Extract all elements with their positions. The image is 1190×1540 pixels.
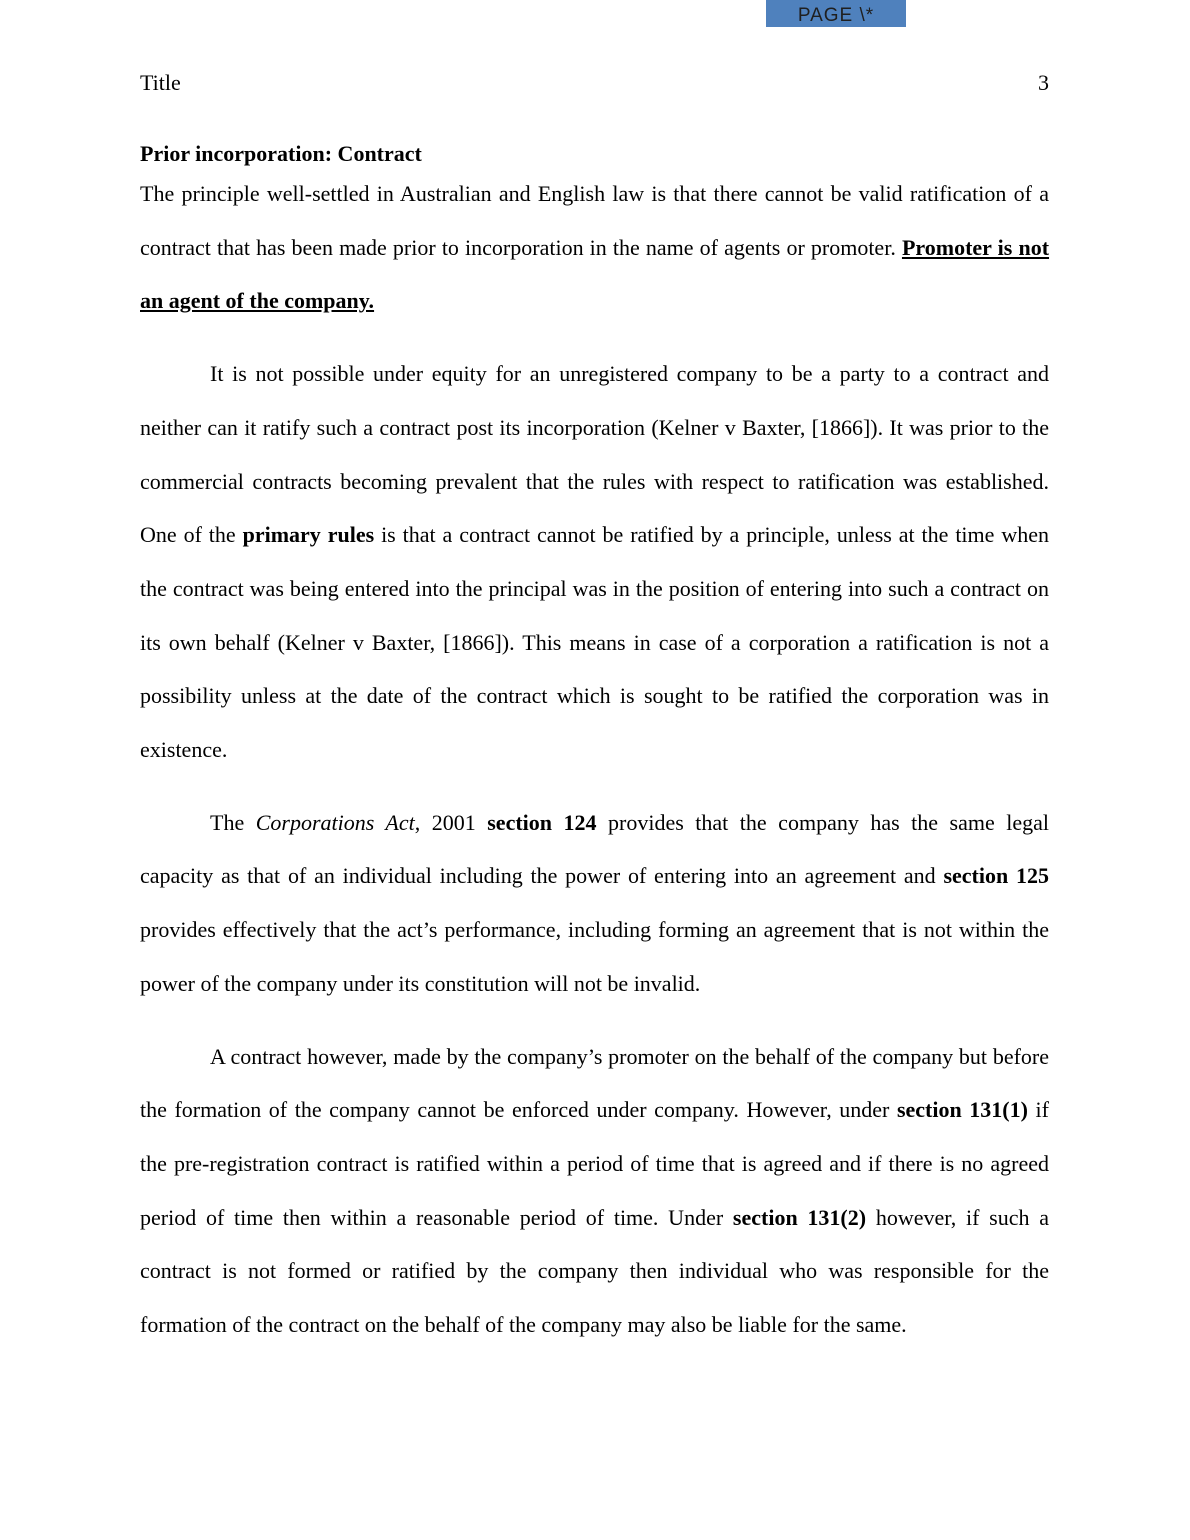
document-body [140, 141, 1049, 1352]
para3-bold-section-131-1: section 131(1) [896, 1097, 1028, 1123]
para2-text-3: provides that the company has the same legal capacity as that of an individual including the power of entering into an agreement and [140, 809, 1050, 889]
para2-bold-section-125: section 125 [943, 863, 1049, 889]
para3-bold-section-131-2: section 131(2) [732, 1204, 867, 1230]
para1-text-2: is that a contract cannot be ratified by a principle, unless at the time when the contract was being entered into the principal was in the position of entering into such a contract on its own behalf (Kelner v Baxter, [1866]). This means in case of a corporation a ratification is not a possibility unless at the date of the contract which is sought to be ratified the corporation was in existence. [140, 522, 1049, 763]
para2-italic-act: Corporations Act [255, 809, 415, 835]
para2-text-2: , 2001 [414, 809, 488, 835]
para1-text-1: It is not possible under equity for an unregistered company to be a party to a contract and neither can it ratify such a contract post its incorporation (Kelner v Baxter, [1866]). It was prior to the commercial contracts becoming prevalent that the rules with respect to ratification was established. One of the [140, 361, 1049, 548]
para2-bold-section-124: section 124 [487, 809, 597, 835]
paragraph-ratification [140, 347, 1049, 777]
subheading: Promoter is not an agent of the company. [140, 234, 1050, 314]
para2-text-4: provides effectively that the act’s performance, including forming an agreement that is not within the power of the company under its constitution will not be invalid. [140, 917, 1049, 996]
para3-text-2: if the pre-registration contract is ratified within a period of time that is agreed and if there is no agreed period of time then within a reasonable period of time. Under [140, 1097, 1049, 1230]
header-title: Title [140, 70, 181, 95]
para3-text-1: A contract however, made by the company’s promoter on the behalf of the company but before the formation of the company cannot be enforced under company. However, under [140, 1043, 1049, 1123]
header-page-number: 3 [1038, 70, 1049, 95]
intro-text: The principle well-settled in Australian and English law is that there cannot be valid ratification of a contract that has been made prior to incorporation in the name of agents or promoter. [140, 181, 1049, 260]
paragraph-corporations-act [140, 796, 1049, 1011]
para2-text-1: The [210, 809, 256, 835]
para1-bold-primary-rules: primary rules [242, 522, 375, 548]
para3-text-3: however, if such a contract is not formed or ratified by the company then individual who was responsible for the formation of the contract on the behalf of the company may also be liable for the same. [140, 1204, 1049, 1338]
page-field-code: PAGE \* [766, 0, 906, 27]
section-heading: Prior incorporation: Contract [140, 141, 422, 166]
intro-paragraph [140, 167, 1049, 328]
paragraph-promoter-contract [140, 1030, 1049, 1352]
